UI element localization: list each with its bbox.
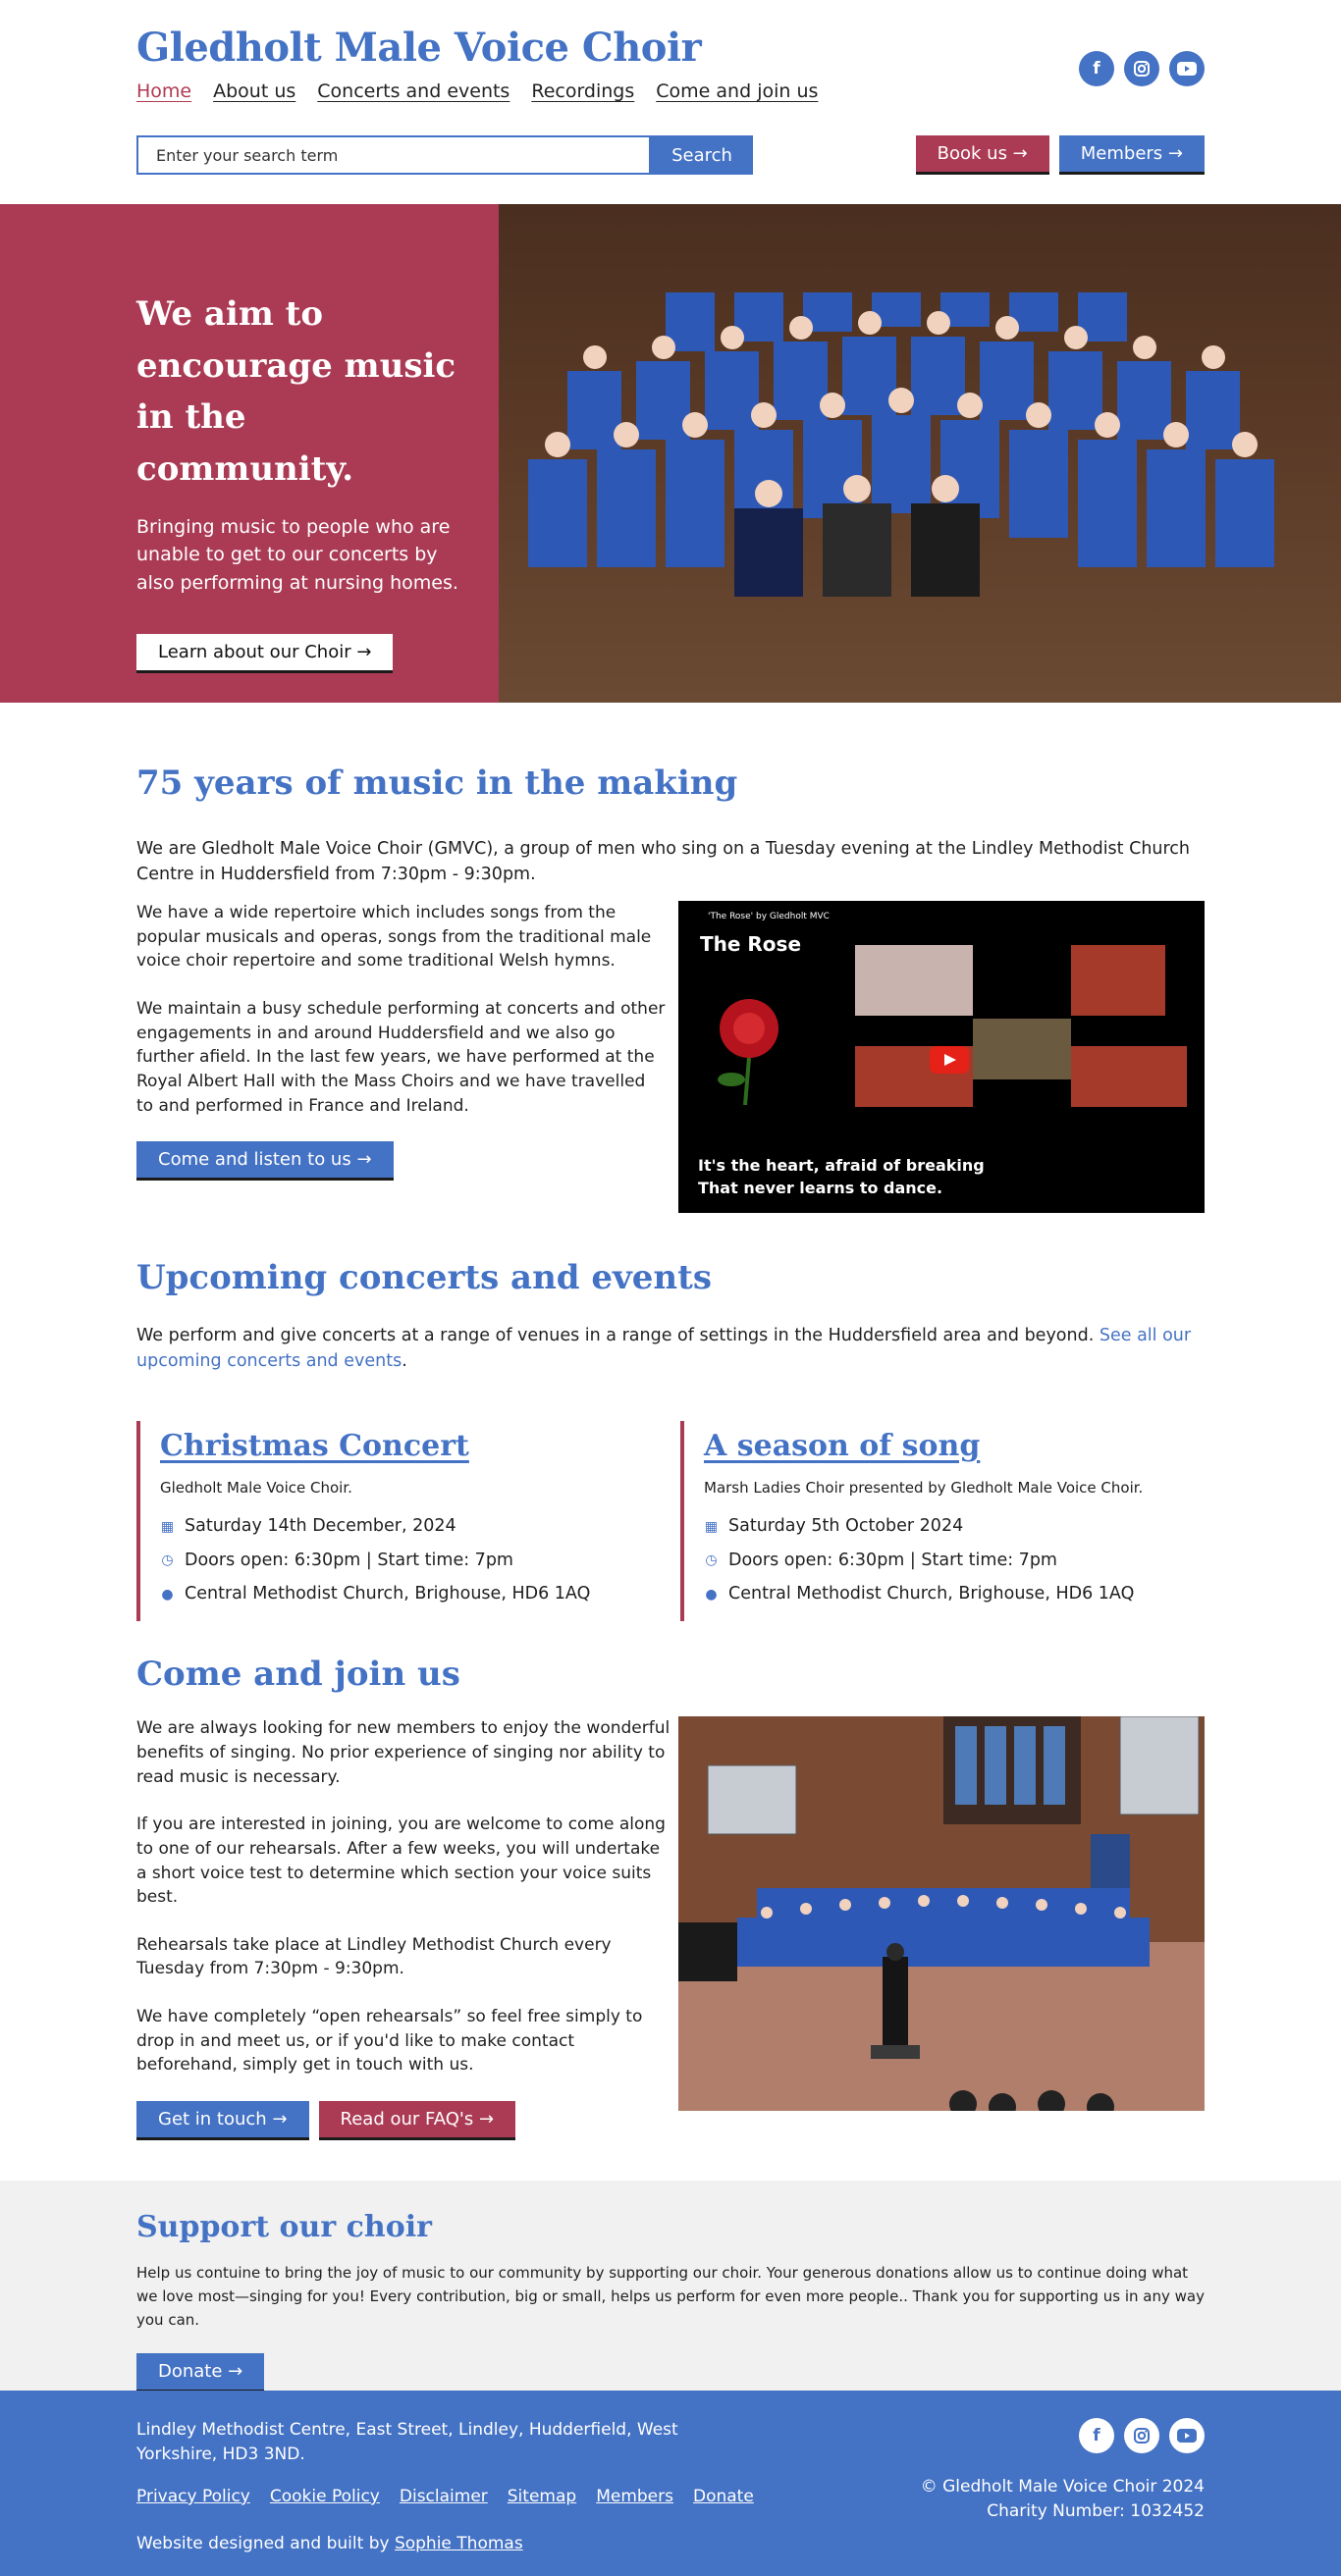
about-heading: 75 years of music in the making: [136, 763, 738, 803]
join-text: [136, 1716, 672, 2140]
site-title[interactable]: Gledholt Male Voice Choir: [136, 25, 702, 71]
event-subtitle: Marsh Ladies Choir presented by Gledholt Male Voice Choir.: [704, 1478, 1144, 1497]
calendar-icon: ▦: [160, 1518, 175, 1535]
video-caption: [698, 1155, 985, 1199]
charity-number: Charity Number: 1032452: [987, 2500, 1205, 2521]
main-nav: [136, 79, 818, 106]
event-card: [136, 1421, 627, 1621]
clock-icon: ◷: [161, 1552, 174, 1569]
event-title[interactable]: Christmas Concert: [160, 1429, 469, 1464]
read-faq-button[interactable]: Read our FAQ's →: [319, 2101, 516, 2140]
nav-about[interactable]: About us: [213, 80, 296, 102]
nav-join[interactable]: Come and join us: [656, 80, 819, 102]
designer-link[interactable]: Sophie Thomas: [394, 2534, 523, 2553]
about-paragraph: We maintain a busy schedule performing at concerts and other engagements in and around Huddersfield and we also go further afield. In the last few years, we have performed at the Royal Albert Hall with the Mass Choirs and we have travelled to and performed in France and Ireland.: [136, 998, 666, 1116]
members-button[interactable]: Members →: [1059, 135, 1205, 175]
footer-link-members[interactable]: Members: [596, 2487, 673, 2506]
event-card: [680, 1421, 1171, 1621]
search-input[interactable]: [136, 135, 651, 175]
join-section: [0, 1629, 1341, 2181]
choir-photo: [499, 204, 1341, 703]
play-icon[interactable]: [930, 1046, 969, 1074]
video-tile: [1071, 1046, 1187, 1107]
instagram-icon[interactable]: [1124, 51, 1159, 86]
rose-icon: [698, 989, 796, 1107]
event-time-text: Doors open: 6:30pm | Start time: 7pm: [185, 1550, 513, 1570]
event-venue-text: Central Methodist Church, Brighouse, HD6 1AQ: [185, 1584, 591, 1604]
hero: [0, 204, 1341, 703]
search-form: [136, 135, 753, 175]
location-pin-icon: ●: [705, 1586, 718, 1603]
event-cards: [136, 1421, 1205, 1621]
about-section: [0, 703, 1341, 1221]
video-tile: [1071, 945, 1165, 1016]
site-header: [0, 0, 1341, 204]
donate-button[interactable]: Donate →: [136, 2353, 264, 2392]
nav-concerts[interactable]: Concerts and events: [317, 80, 510, 102]
join-paragraph: We are always looking for new members to enjoy the wonderful benefits of singing. No prior experience of singing nor ability to read music is necessary.: [136, 1718, 670, 1787]
header-actions: [916, 135, 1205, 175]
facebook-icon[interactable]: f: [1079, 2418, 1114, 2453]
about-lead: We are Gledholt Male Voice Choir (GMVC), a group of men who sing on a Tuesday evening at the Lindley Methodist Church Centre in Huddersfield from 7:30pm - 9:30pm.: [136, 839, 1191, 884]
site-footer: [0, 2391, 1341, 2576]
footer-link-donate[interactable]: Donate: [692, 2487, 754, 2506]
rehearsal-photo: [678, 1716, 1205, 2111]
about-text: [136, 901, 667, 1213]
get-in-touch-button[interactable]: Get in touch →: [136, 2101, 309, 2140]
video-tile: [973, 1019, 1071, 1079]
event-time: [160, 1549, 627, 1573]
video-player[interactable]: [678, 901, 1205, 1213]
social-links: [1079, 51, 1205, 86]
church-illustration: [678, 1716, 1205, 2111]
event-date: [704, 1514, 1171, 1539]
event-venue-text: Central Methodist Church, Brighouse, HD6 1AQ: [728, 1584, 1135, 1604]
footer-link-sitemap[interactable]: Sitemap: [507, 2487, 577, 2506]
event-title[interactable]: A season of song: [704, 1429, 981, 1464]
events-intro-text: We perform and give concerts at a range of venues in a range of settings in the Huddersfield area and beyond.: [136, 1326, 1095, 1346]
about-paragraph: We have a wide repertoire which includes songs from the popular musicals and operas, songs from the traditional male voice choir repertoire and some traditional Welsh hymns.: [136, 903, 652, 972]
event-venue: [704, 1582, 1171, 1606]
video-tile: [855, 945, 973, 1016]
search-button[interactable]: Search: [651, 135, 753, 175]
event-time: [704, 1549, 1171, 1573]
choir-illustration: [509, 292, 1333, 597]
credit-text: Website designed and built by: [136, 2534, 390, 2553]
events-section: [0, 1221, 1341, 1629]
nav-recordings[interactable]: Recordings: [531, 80, 635, 102]
footer-copyright: [921, 2475, 1205, 2523]
location-pin-icon: ●: [161, 1586, 174, 1603]
video-label: 'The Rose' by Gledholt MVC: [708, 912, 830, 922]
copyright-text: © Gledholt Male Voice Choir 2024: [920, 2477, 1205, 2497]
nav-home[interactable]: Home: [136, 80, 192, 102]
footer-social-links: [1079, 2418, 1205, 2453]
hero-text: Bringing music to people who are unable to get to our concerts by also performing at nursing homes.: [136, 515, 458, 594]
footer-link-disclaimer[interactable]: Disclaimer: [399, 2487, 488, 2506]
support-section: [0, 2181, 1341, 2391]
about-grid: [136, 901, 1205, 1213]
event-date: [160, 1514, 627, 1539]
hero-panel: [0, 204, 499, 703]
footer-link-cookie[interactable]: Cookie Policy: [269, 2487, 380, 2506]
all-events-link[interactable]: See all our upcoming concerts and events: [136, 1326, 1192, 1371]
events-intro: We perform and give concerts at a range of venues in a range of settings in the Huddersfield area and beyond. See all our upcoming concerts and events.: [136, 1326, 1192, 1371]
footer-link-privacy[interactable]: Privacy Policy: [136, 2487, 250, 2506]
support-heading: Support our choir: [136, 2210, 432, 2244]
footer-address: Lindley Methodist Centre, East Street, Lindley, Hudderfield, West Yorkshire, HD3 3ND.: [136, 2420, 678, 2464]
support-text: Help us contuine to bring the joy of music to our community by supporting our choir. Your generous donations allow us to continue doing what we love most—singing for you! Every contribution, big or small, helps us perform for even more people.. Thank you for supporting us in any way you can.: [136, 2263, 1205, 2329]
join-paragraph: If you are interested in joining, you are welcome to come along to one of our rehearsals. After a few weeks, you will undertake a short voice test to determine which section your voice suits best.: [136, 1814, 666, 1908]
join-paragraph: Rehearsals take place at Lindley Methodist Church every Tuesday from 7:30pm - 9:30pm.: [136, 1934, 612, 1979]
event-venue: [160, 1582, 627, 1606]
event-time-text: Doors open: 6:30pm | Start time: 7pm: [728, 1550, 1057, 1570]
video-title: The Rose: [700, 932, 802, 957]
event-subtitle: Gledholt Male Voice Choir.: [160, 1478, 352, 1497]
learn-about-choir-button[interactable]: Learn about our Choir →: [136, 634, 393, 673]
footer-links: [136, 2485, 754, 2509]
hero-heading: We aim to encourage music in the community.: [136, 294, 456, 490]
instagram-icon[interactable]: [1124, 2418, 1159, 2453]
caption-line: That never learns to dance.: [698, 1178, 943, 1197]
events-heading: Upcoming concerts and events: [136, 1258, 713, 1297]
youtube-icon[interactable]: [1169, 51, 1205, 86]
youtube-icon[interactable]: [1169, 2418, 1205, 2453]
join-actions: [136, 2101, 672, 2140]
come-listen-button[interactable]: Come and listen to us →: [136, 1141, 394, 1181]
join-grid: [136, 1716, 1205, 2140]
caption-line: It's the heart, afraid of breaking: [698, 1156, 985, 1176]
join-paragraph: We have completely “open rehearsals” so feel free simply to drop in and meet us, or if you'd like to make contact beforehand, simply get in touch with us.: [136, 2007, 643, 2076]
event-date-text: Saturday 14th December, 2024: [185, 1516, 456, 1537]
event-date-text: Saturday 5th October 2024: [728, 1516, 964, 1537]
clock-icon: ◷: [705, 1552, 718, 1569]
join-heading: Come and join us: [136, 1655, 460, 1694]
facebook-icon[interactable]: f: [1079, 51, 1114, 86]
book-us-button[interactable]: Book us →: [916, 135, 1049, 175]
calendar-icon: ▦: [704, 1518, 719, 1535]
